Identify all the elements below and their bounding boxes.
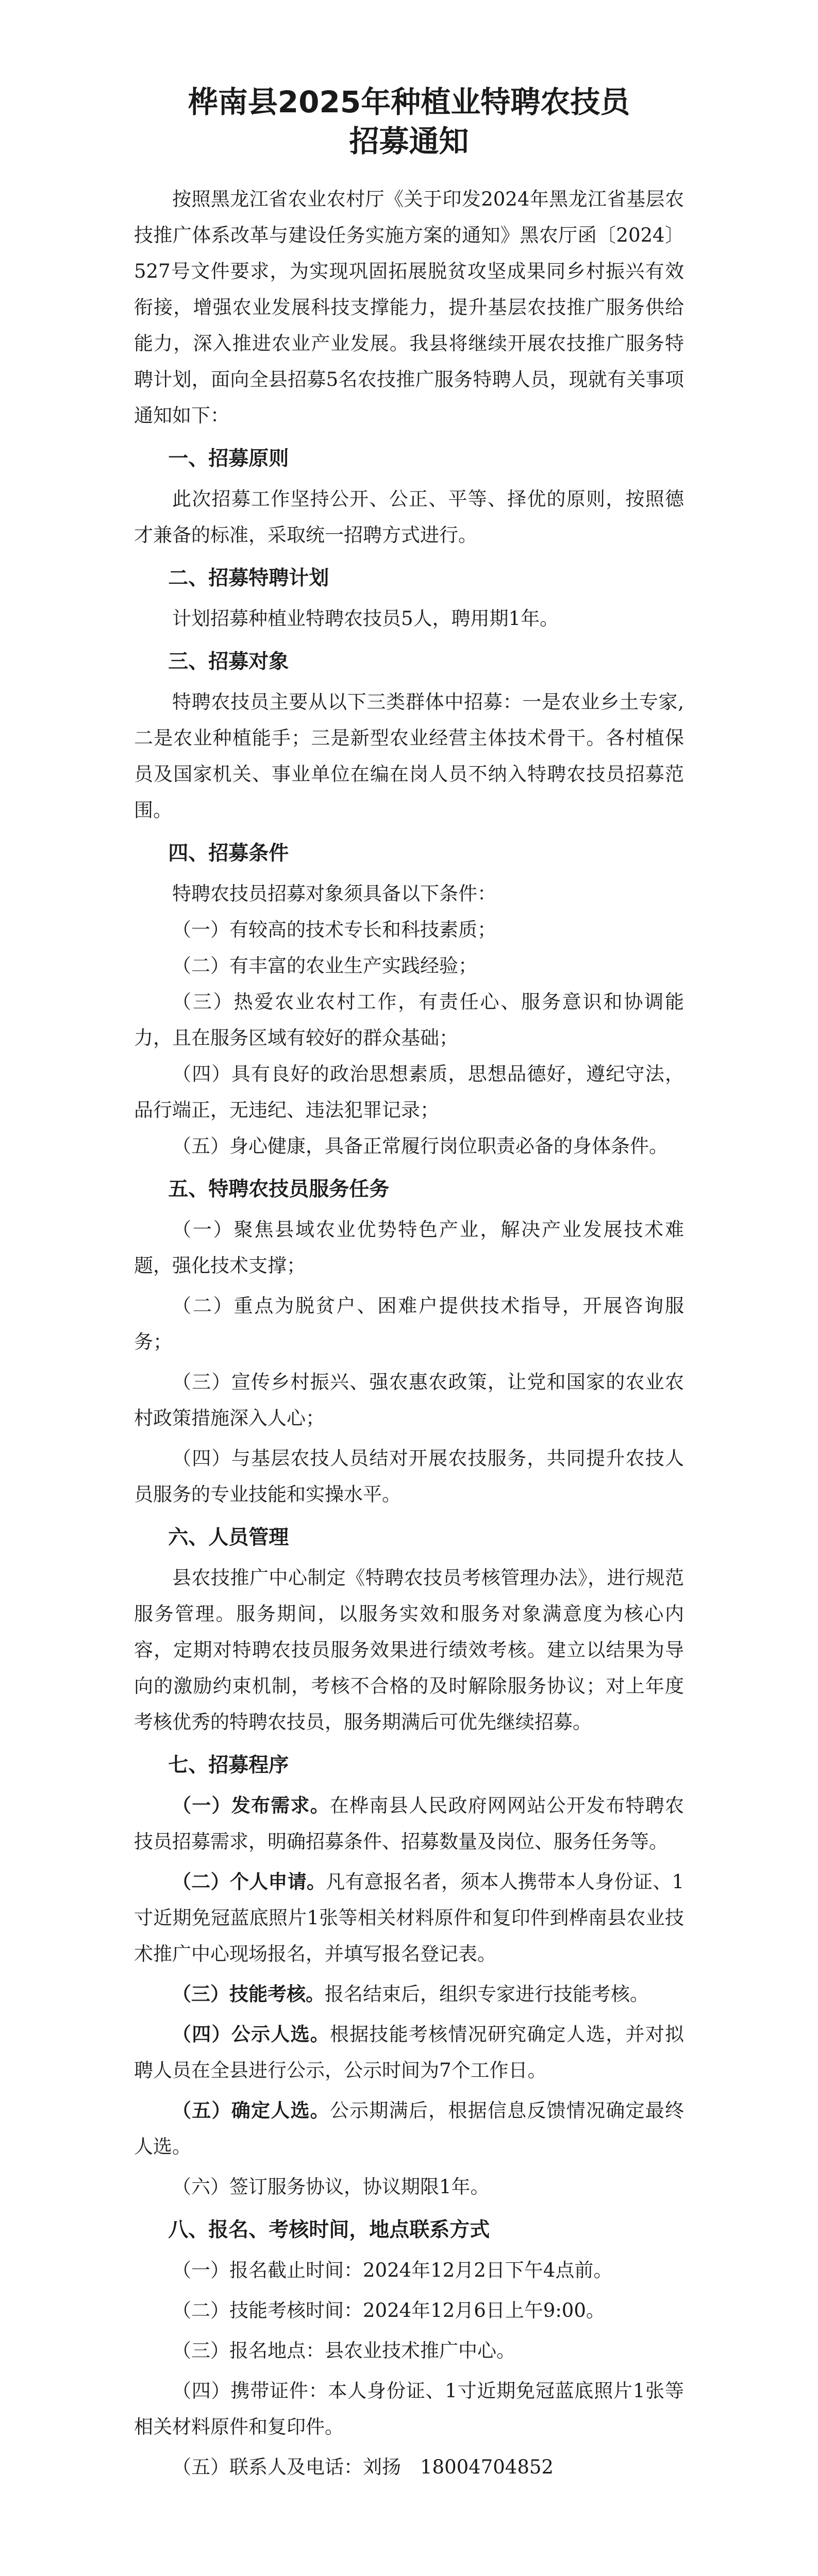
section-4-item-1: （一）有较高的技术专长和科技素质；: [172, 919, 496, 941]
section-1-paragraph: 此次招募工作坚持公开、公正、平等、择优的原则，按照德才兼备的标准，采取统一招聘方式进行。: [134, 488, 684, 546]
section-4-item-5: （五）身心健康，具备正常履行岗位职责必备的身体条件。: [172, 1135, 668, 1157]
section-7-item-6-text: （六）签订服务协议，协议期限1年。: [172, 2176, 490, 2198]
section-7-item-3-text: 报名结束后，组织专家进行技能考核。: [325, 1983, 649, 2005]
section-7-item-4: [134, 2016, 684, 2089]
section-1-heading: 一、招募原则: [168, 447, 289, 470]
section-7-item-5-lead: （五）确定人选。: [172, 2099, 330, 2122]
section-6-paragraph: 县农技推广中心制定《特聘农技员考核管理办法》，进行规范服务管理。服务期间，以服务实效和服务对象满意度为核心内容，定期对特聘农技员服务效果进行绩效考核。建立以结果为导向的激励约束机制，考核不合格的及时解除服务协议；对上年度考核优秀的特聘农技员，服务期满后可优先继续招募。: [134, 1567, 684, 1733]
section-7-item-4-lead: （四）公示人选。: [172, 2023, 330, 2045]
section-7-item-2-lead: （二）个人申请。: [172, 1871, 326, 1893]
section-7-item-4-text: 根据技能考核情况研究确定人选，并对拟聘人员在全县进行公示，公示时间为7个工作日。: [134, 2023, 685, 2081]
section-7-item-1-lead: （一）发布需求。: [172, 1794, 330, 1817]
section-5-heading: 五、特聘农技员服务任务: [168, 1178, 390, 1201]
section-7-item-3-lead: （三）技能考核。: [172, 1983, 325, 2005]
document-title: [134, 82, 684, 161]
section-7-item-1-text: 在桦南县人民政府网网站公开发布特聘农技员招募需求，明确招募条件、招募数量及岗位、服务任务等。: [134, 1794, 685, 1853]
title-line-2: 招募通知: [349, 124, 469, 159]
section-8-item-4: （四）携带证件：本人身份证、1寸近期免冠蓝底照片1张等相关材料原件和复印件。: [134, 2380, 684, 2438]
section-8-item-5: （五）联系人及电话：刘扬 18004704852: [172, 2456, 554, 2478]
section-5-item-1: （一）聚焦县域农业优势特色产业，解决产业发展技术难题，强化技术支撑；: [134, 1218, 684, 1277]
intro-paragraph: 按照黑龙江省农业农村厅《关于印发2024年黑龙江省基层农技推广体系改革与建设任务实施方案的通知》黑农厅函〔2024〕527号文件要求，为实现巩固拓展脱贫攻坚成果同乡村振兴有效衔接，增强农业发展科技支撑能力，提升基层农技推广服务供给能力，深入推进农业产业发展。我县将继续开展农技推广服务特聘计划，面向全县招募5名农技推广服务特聘人员，现就有关事项通知如下：: [134, 188, 684, 427]
section-7-item-6: [134, 2169, 684, 2205]
section-3-paragraph: 特聘农技员主要从以下三类群体中招募：一是农业乡土专家,二是农业种植能手；三是新型农业经营主体技术骨干。各村植保员及国家机关、事业单位在编在岗人员不纳入特聘农技员招募范围。: [134, 691, 684, 821]
section-4-item-3: （三）热爱农业农村工作，有责任心、服务意识和协调能力，且在服务区域有较好的群众基础；: [134, 991, 684, 1049]
section-8-heading: 八、报名、考核时间，地点联系方式: [168, 2218, 490, 2242]
section-4-item-4: （四）具有良好的政治思想素质，思想品德好，遵纪守法，品行端正，无违纪、违法犯罪记录；: [134, 1063, 684, 1121]
section-2-paragraph: 计划招募种植业特聘农技员5人，聘用期1年。: [172, 607, 559, 630]
section-4-intro: 特聘农技员招募对象须具备以下条件：: [172, 883, 496, 905]
section-7-item-5-text: 公示期满后，根据信息反馈情况确定最终人选。: [134, 2099, 685, 2158]
section-7-item-5: [134, 2093, 684, 2165]
section-7-item-1: [134, 1788, 684, 1860]
section-7-item-2-text: 凡有意报名者，须本人携带本人身份证、1寸近期免冠蓝底照片1张等相关材料原件和复印件到桦南县农业技术推广中心现场报名，并填写报名登记表。: [134, 1871, 684, 1965]
section-6-heading: 六、人员管理: [168, 1526, 289, 1549]
section-5-item-4: （四）与基层农技人员结对开展农技服务，共同提升农技人员服务的专业技能和实操水平。: [134, 1447, 684, 1505]
section-8-item-3: （三）报名地点：县农业技术推广中心。: [172, 2340, 515, 2362]
section-2-heading: 二、招募特聘计划: [168, 567, 329, 590]
section-3-heading: 三、招募对象: [168, 650, 289, 673]
section-4-item-2: （二）有丰富的农业生产实践经验；: [172, 955, 477, 977]
title-line-1: 桦南县2025年种植业特聘农技员: [188, 84, 630, 120]
section-4-heading: 四、招募条件: [168, 842, 289, 865]
section-8-item-2: （二）技能考核时间：2024年12月6日上午9:00。: [172, 2299, 605, 2321]
section-7-item-3: [134, 1976, 684, 2012]
section-7-item-2: [134, 1864, 684, 1972]
section-8-item-1: （一）报名截止时间：2024年12月2日下午4点前。: [172, 2259, 613, 2281]
section-5-item-2: （二）重点为脱贫户、困难户提供技术指导，开展咨询服务；: [134, 1295, 684, 1353]
section-5-item-3: （三）宣传乡村振兴、强农惠农政策，让党和国家的农业农村政策措施深入人心；: [134, 1371, 684, 1429]
section-7-heading: 七、招募程序: [168, 1754, 289, 1777]
